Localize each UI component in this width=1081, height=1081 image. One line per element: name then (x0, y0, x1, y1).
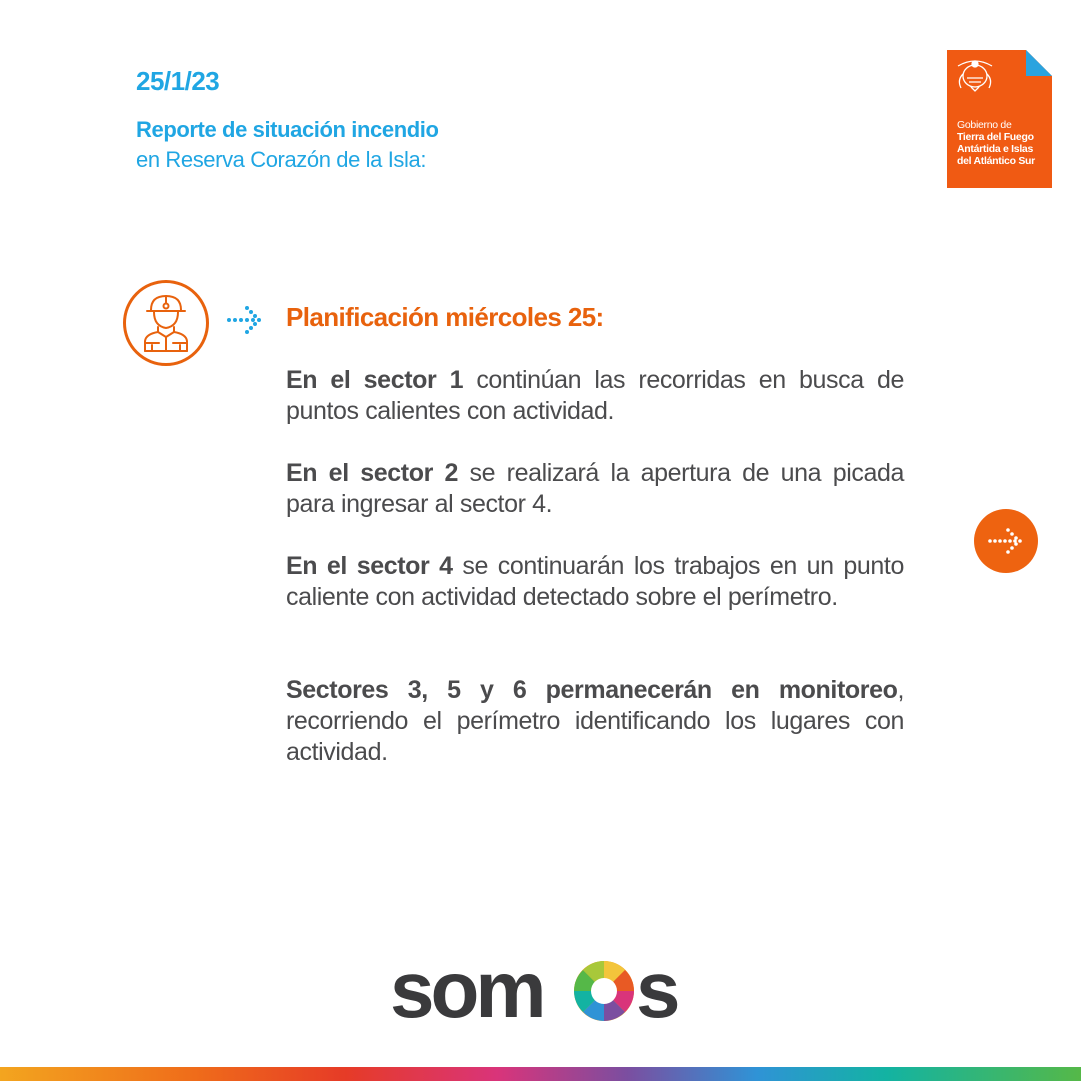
paragraph-bold: Sectores 3, 5 y 6 permanecerán en monitoreo (286, 676, 898, 704)
somos-logo (390, 953, 690, 1033)
paragraph-bold: En el sector 1 (286, 366, 464, 394)
paragraph-bold: En el sector 2 (286, 459, 458, 487)
report-subtitle: en Reserva Corazón de la Isla: (136, 147, 427, 172)
gov-line-4: del Atlántico Sur (957, 155, 1035, 167)
report-title: Reporte de situación incendio (136, 117, 439, 142)
paragraph-sector-2 (286, 458, 904, 520)
brand-text-right: s (636, 953, 681, 1033)
gov-line-3: Antártida e Islas (957, 143, 1034, 155)
paragraph-text: continúan las recorridas en busca de puntos calientes con actividad. (286, 366, 904, 425)
color-wheel-icon (574, 961, 634, 1021)
next-arrow-icon (974, 509, 1038, 573)
paragraph-text: , recorriendo el perímetro identificando los lugares con actividad. (286, 676, 904, 766)
report-date: 25/1/23 (136, 66, 220, 96)
government-logo-text (957, 119, 1049, 167)
paragraph-sector-4 (286, 551, 904, 613)
paragraph-text: se realizará la apertura de una picada para ingresar al sector 4. (286, 459, 904, 518)
paragraph-text: se continuarán los trabajos en un punto caliente con actividad detectado sobre el perímetro. (286, 552, 904, 611)
gov-line-2: Tierra del Fuego (957, 131, 1034, 143)
gov-line-1: Gobierno de (957, 119, 1012, 131)
section-heading: Planificación miércoles 25: (286, 302, 604, 332)
paragraph-sectors-monitoring (286, 675, 904, 768)
dotted-arrow-icon (226, 302, 266, 338)
bottom-color-bar (0, 1067, 1081, 1081)
paragraph-sector-1 (286, 365, 904, 427)
paragraph-bold: En el sector 4 (286, 552, 453, 580)
firefighter-icon (122, 279, 210, 367)
next-button[interactable] (974, 509, 1038, 573)
brand-text-left: som (390, 953, 543, 1033)
